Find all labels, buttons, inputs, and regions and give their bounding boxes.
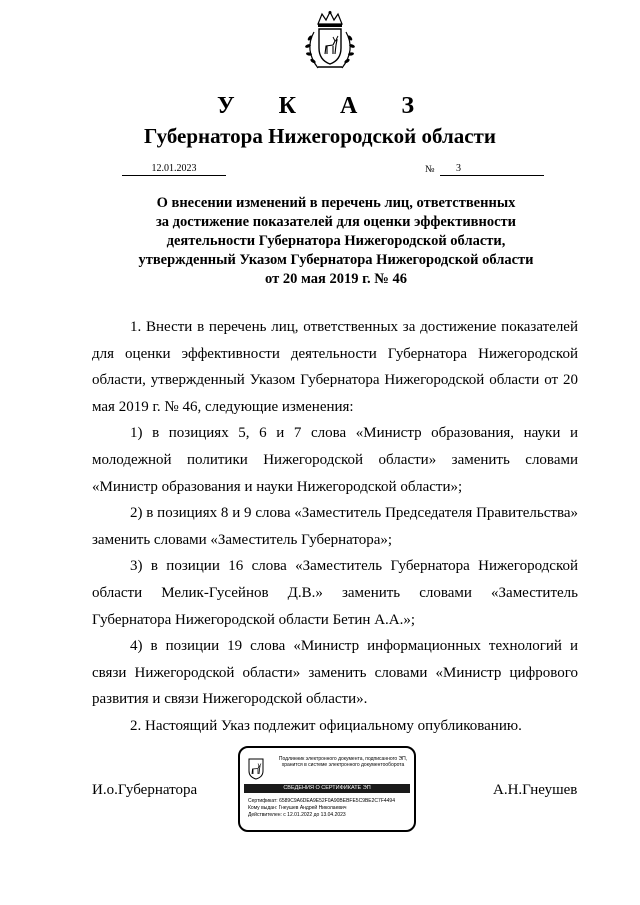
heading-line: утвержденный Указом Губернатора Нижегородской области <box>138 252 534 268</box>
issuer-title: Губернатора Нижегородской области <box>144 124 496 148</box>
body-paragraph: 1. Внести в перечень лиц, ответственных за достижение показателей для оценки эффективности деятельности Губернатора Нижегородской области, утвержденный Указом Губернатора Нижегородской области от 20 мая 2019 г. № 46, следующие изменения: <box>92 319 578 415</box>
deer-emblem-icon <box>248 758 264 780</box>
stamp-notice-line: хранится в системе электронного документооборота <box>281 762 405 768</box>
stamp-notice-line: Подлинник электронного документа, подписанного ЭП, <box>278 756 408 762</box>
coat-of-arms-icon <box>300 10 360 72</box>
document-date: 12.01.2023 <box>122 162 226 176</box>
stamp-certificate-info <box>248 798 412 819</box>
electronic-signature-stamp <box>238 746 416 832</box>
stamp-notice <box>272 756 414 768</box>
heading-line: О внесении изменений в перечень лиц, ответственных <box>156 195 516 211</box>
certificate-validity: Действителен: с 12.01.2022 до 13.04.2023 <box>248 812 346 818</box>
document-number-line <box>440 162 544 176</box>
document-body <box>92 314 578 740</box>
document-type-title: У К А З <box>216 93 433 119</box>
body-paragraph: 1) в позициях 5, 6 и 7 слова «Министр образования, науки и молодежной политики Нижегородской области» заменить словами «Министр образования и науки Нижегородской области»; <box>92 425 578 495</box>
document-number: 3 <box>456 163 461 174</box>
heading-line: за достижение показателей для оценки эффективности <box>155 214 517 230</box>
heading-line: деятельности Губернатора Нижегородской области, <box>166 233 506 249</box>
body-paragraph: 3) в позиции 16 слова «Заместитель Губернатора Нижегородской области Мелик-Гусейнов Д.В.» заменить словами «Заместитель Губернатора Нижегородской области Бетин А.А.»; <box>92 558 578 628</box>
document-heading <box>100 194 572 289</box>
signatory-position: И.о.Губернатора <box>92 782 198 798</box>
body-paragraph: 4) в позиции 19 слова «Министр информационных технологий и связи Нижегородской области» заменить словами «Министр цифрового развития и связи Нижегородской области». <box>92 638 578 708</box>
signatory-name: А.Н.Гнеушев <box>493 782 578 798</box>
number-label: № <box>425 164 435 175</box>
stamp-certificate-header: СВЕДЕНИЯ О СЕРТИФИКАТЕ ЭП <box>244 784 410 793</box>
certificate-owner: Кому выдан: Гнеушев Андрей Николаевич <box>248 805 347 811</box>
certificate-id: Сертификат: 6589C9A6DEA9E52F0A90BEBFE5C9BE2C7F4494 <box>248 798 395 804</box>
body-paragraph: 2. Настоящий Указ подлежит официальному опубликованию. <box>130 717 522 734</box>
heading-line: от 20 мая 2019 г. № 46 <box>265 271 407 287</box>
body-paragraph: 2) в позициях 8 и 9 слова «Заместитель Председателя Правительства» заменить словами «Заместитель Губернатора»; <box>92 505 578 548</box>
